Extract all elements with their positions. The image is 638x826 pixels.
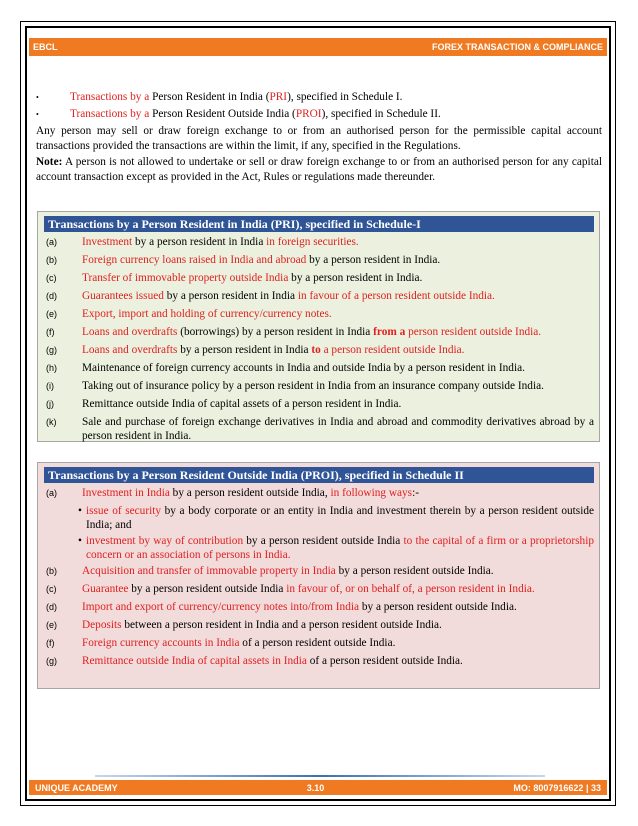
schedule-2-box xyxy=(37,462,600,689)
schedule-2-item-b: (b) Acquisition and transfer of immovable property in India by a person resident outside India. xyxy=(46,565,494,577)
bullet-icon: • xyxy=(36,110,39,119)
schedule-2-title: Transactions by a Person Resident Outside India (PROI), specified in Schedule II xyxy=(44,467,594,483)
bullet-icon: • xyxy=(36,93,39,102)
intro-bullet-proi: • Transactions by a Person Resident Outside India (PROI), specified in Schedule II. xyxy=(36,108,441,120)
bullet-icon: • xyxy=(78,505,82,517)
intro-note: Note: A person is not allowed to undertake or sell or draw foreign exchange to or from an authorised person for any capital account transaction except as provided in the Act, Rules or regulations made thereunder. xyxy=(36,156,602,183)
bullet-icon: • xyxy=(78,535,82,547)
schedule-1-item-c: (c) Transfer of immovable property outside India by a person resident in India. xyxy=(46,272,423,284)
footer-right: MO: 8007916622 | 33 xyxy=(513,782,601,793)
intro-section xyxy=(36,90,602,185)
schedule-1-item-k: (k) Sale and purchase of foreign exchange derivatives in India and abroad and commodity derivatives abroad by a person resident in India. xyxy=(46,416,594,442)
intro-bullet-pri: • Transactions by a Person Resident in India (PRI), specified in Schedule I. xyxy=(36,91,403,103)
footer-divider xyxy=(95,775,545,777)
schedule-1-box xyxy=(37,211,600,442)
footer-left: UNIQUE ACADEMY xyxy=(35,782,118,793)
schedule-2-item-a: (a) Investment in India by a person resident outside India, in following ways:- xyxy=(46,487,419,499)
schedule-2-item-f: (f) Foreign currency accounts in India of a person resident outside India. xyxy=(46,637,396,649)
schedule-2-item-d: (d) Import and export of currency/currency notes into/from India by a person resident outside India. xyxy=(46,601,517,613)
schedule-2-item-e: (e) Deposits between a person resident in India and a person resident outside India. xyxy=(46,619,442,631)
schedule-1-item-i: (i) Taking out of insurance policy by a person resident in India from an insurance company outside India. xyxy=(46,380,544,392)
page-footer xyxy=(29,780,607,795)
schedule-1-item-b: (b) Foreign currency loans raised in India and abroad by a person resident in India. xyxy=(46,254,441,266)
page-header xyxy=(29,38,607,56)
schedule-1-item-h: (h) Maintenance of foreign currency accounts in India and outside India by a person resident in India. xyxy=(46,362,525,374)
footer-center: 3.10 xyxy=(306,782,325,793)
schedule-1-title: Transactions by a Person Resident in India (PRI), specified in Schedule-I xyxy=(44,216,594,232)
schedule-2-item-a-sub-1: • issue of security by a body corporate or an entity in India and investment therein by a person resident outside India; and xyxy=(44,504,594,532)
header-right: FOREX TRANSACTION & COMPLIANCE xyxy=(432,42,603,52)
schedule-1-item-j: (j) Remittance outside India of capital assets of a person resident in India. xyxy=(46,398,402,410)
schedule-1-item-f: (f) Loans and overdrafts (borrowings) by a person resident in India from a person resident outside India. xyxy=(46,326,542,338)
schedule-2-item-c: (c) Guarantee by a person resident outside India in favour of, or on behalf of, a person resident in India. xyxy=(46,583,535,595)
schedule-1-item-e: (e) Export, import and holding of currency/currency notes. xyxy=(46,308,332,320)
intro-paragraph: Any person may sell or draw foreign exchange to or from an authorised person for the permissible capital account transactions provided the transactions are within the limit, if any, specified in the Regulations. xyxy=(36,125,602,152)
schedule-1-item-g: (g) Loans and overdrafts by a person resident in India to a person resident outside India. xyxy=(46,344,465,356)
note-label: Note: xyxy=(36,156,63,168)
schedule-1-item-a: (a) Investment by a person resident in India in foreign securities. xyxy=(46,236,359,248)
schedule-2-item-a-sub-2: • investment by way of contribution by a person resident outside India to the capital of a firm or a proprietorship concern or an association of persons in India. xyxy=(44,534,594,562)
schedule-1-item-d: (d) Guarantees issued by a person resident in India in favour of a person resident outside India. xyxy=(46,290,495,302)
schedule-2-item-g: (g) Remittance outside India of capital assets in India of a person resident outside India. xyxy=(46,655,463,667)
header-left: EBCL xyxy=(33,42,58,52)
